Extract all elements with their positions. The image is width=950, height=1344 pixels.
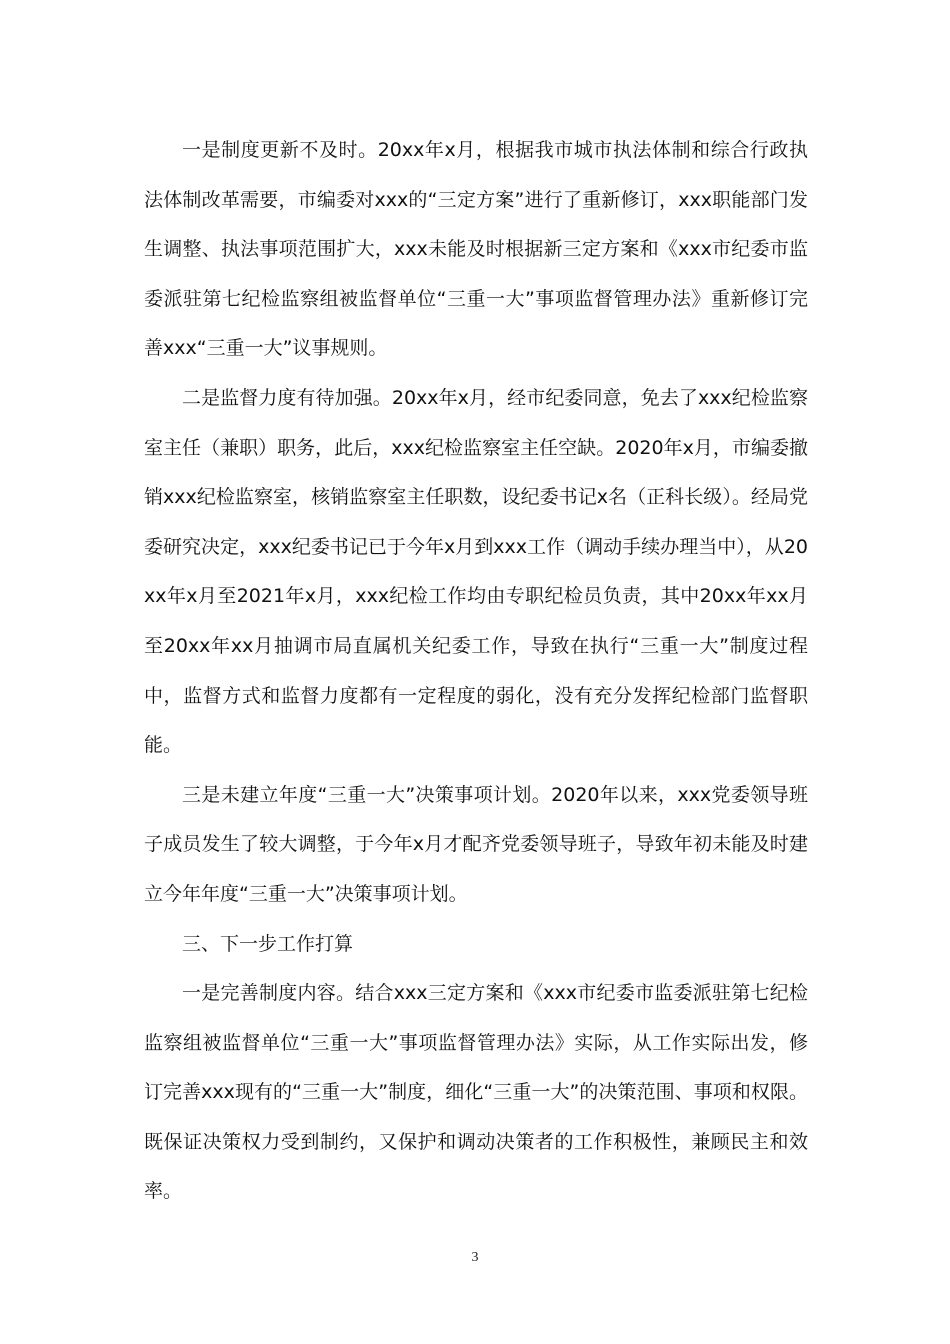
paragraph-annual-plan: 三是未建立年度“三重一大”决策事项计划。2020年以来，xxx党委领导班子成员发生了较大调整，于今年x月才配齐党委领导班子，导致年初未能及时建立今年年度“三重一大”决策事项计划。 [144,783,808,905]
section-heading-next-steps: 三、下一步工作打算 [182,932,354,955]
page-number: 3 [471,1250,479,1265]
paragraph-system-update: 一是制度更新不及时。20xx年x月，根据我市城市执法体制和综合行政执法体制改革需要，市编委对xxx的“三定方案”进行了重新修订，xxx职能部门发生调整、执法事项范围扩大，xxx未能及时根据新三定方案和《xxx市纪委市监委派驻第七纪检监察组被监督单位“三重一大”事项监督管理办法》重新修订完善xxx“三重一大”议事规则。 [144,139,808,360]
document-body [144,126,808,1217]
paragraph-improve-system: 一是完善制度内容。结合xxx三定方案和《xxx市纪委市监委派驻第七纪检监察组被监督单位“三重一大”事项监督管理办法》实际，从工作实际出发，修订完善xxx现有的“三重一大”制度，细化“三重一大”的决策范围、事项和权限。既保证决策权力受到制约，又保护和调动决策者的工作积极性，兼顾民主和效率。 [144,982,808,1203]
paragraph-supervision-strength: 二是监督力度有待加强。20xx年x月，经市纪委同意，免去了xxx纪检监察室主任（兼职）职务，此后，xxx纪检监察室主任空缺。2020年x月，市编委撤销xxx纪检监察室，核销监察室主任职数，设纪委书记x名（正科长级）。经局党委研究决定，xxx纪委书记已于今年x月到xxx工作（调动手续办理当中），从20xx年x月至2021年x月，xxx纪检工作均由专职纪检员负责，其中20xx年xx月至20xx年xx月抽调市局直属机关纪委工作，导致在执行“三重一大”制度过程中，监督方式和监督力度都有一定程度的弱化，没有充分发挥纪检部门监督职能。 [144,386,808,757]
